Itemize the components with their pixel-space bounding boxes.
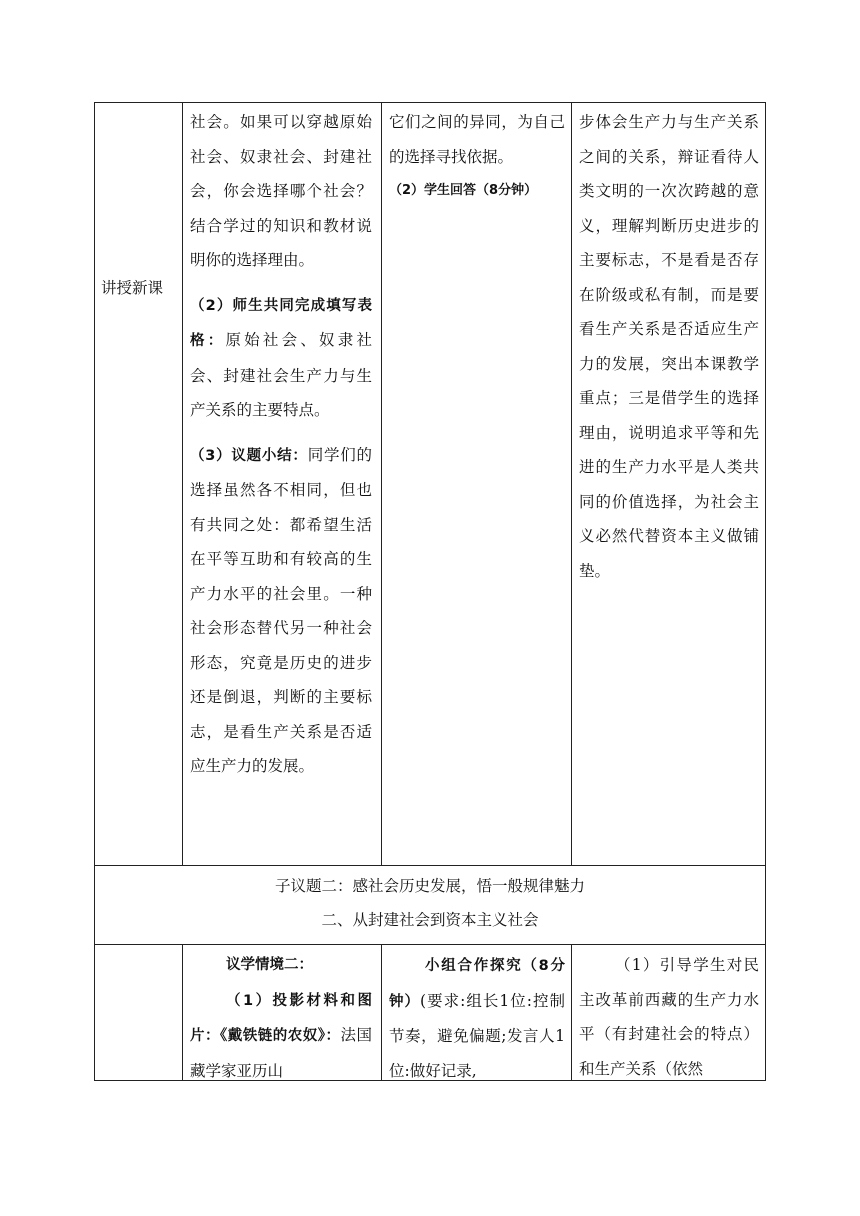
column-divider: [381, 944, 382, 1080]
guidance-text: （1）引导学生对民主改革前西藏的生产力水平（有封建社会的特点）和生产关系（依然: [579, 956, 759, 1078]
guidance-cell: [579, 948, 759, 1086]
student-activity-text: 它们之间的异同，为自己的选择寻找依据。: [389, 113, 565, 166]
design-intent-text: 步体会生产力与生产关系之间的关系，辩证看待人类文明的一次次跨越的意义，理解判断历史进步的主要标志，不是看是否存在阶级或私有制，而是要看生产关系是否适应生产力的发展，突出本课教学重点；三是借学生的选择理由，说明追求平等和先进的生产力水平是人类共同的价值选择，为社会主义必然代替资本主义做铺垫。: [579, 113, 759, 580]
activity-step-2: [190, 288, 372, 428]
step-3-body: 同学们的选择虽然各不相同，但也有共同之处：都希望生活在平等互助和有较高的生产力水平的社会里。一种社会形态替代另一种社会形态，究竟是历史的进步还是倒退，判断的主要标志，是看生产关系是否适应生产力的发展。: [190, 445, 372, 775]
situation-cell: [190, 948, 372, 1088]
row-divider: [95, 865, 765, 866]
situation-material: [190, 983, 372, 1089]
material-body: 法国藏学家亚历山: [190, 1026, 372, 1080]
group-inquiry-text: [389, 948, 565, 1088]
subtopic-heading: 子议题二：感社会历史发展，悟一般规律魅力: [274, 877, 585, 895]
design-intent-cell: [579, 105, 759, 588]
material-heading: （1）投影材料和图片：《戴铁链的农奴》：: [190, 992, 372, 1044]
column-divider: [571, 944, 572, 1080]
column-divider: [182, 103, 183, 865]
activity-intro: 社会。如果可以穿越原始社会、奴隶社会、封建社会，你会选择哪个社会？结合学过的知识和教材说明你的选择理由。: [190, 113, 372, 269]
student-answer-step: （2）学生回答（8分钟）: [389, 183, 538, 198]
lesson-plan-table: [94, 102, 766, 1081]
student-activity-cell: [389, 105, 565, 208]
group-inquiry-body: (要求:组长1位:控制节奏，避免偏题;发言人1位:做好记录,: [389, 991, 566, 1080]
section-label: 讲授新课: [101, 279, 164, 297]
group-inquiry-heading: 小组合作探究（8分钟）: [389, 958, 565, 1010]
situation-title: 议学情境二：: [226, 957, 313, 973]
step-2-heading: （2）师生共同完成填写表格：: [190, 297, 372, 349]
row-divider: [95, 944, 765, 945]
step-2-body: 原始社会、奴隶社会、封建社会生产力与生产关系的主要特点。: [190, 331, 372, 419]
step-3-heading: （3）议题小结：: [190, 447, 308, 464]
section-heading: 二、从封建社会到资本主义社会: [321, 911, 539, 929]
column-divider: [182, 944, 183, 1080]
column-divider: [571, 103, 572, 865]
column-divider: [381, 103, 382, 865]
group-inquiry-cell: [389, 948, 565, 1088]
teacher-activity-cell: [190, 105, 372, 784]
activity-step-3: [190, 438, 372, 784]
